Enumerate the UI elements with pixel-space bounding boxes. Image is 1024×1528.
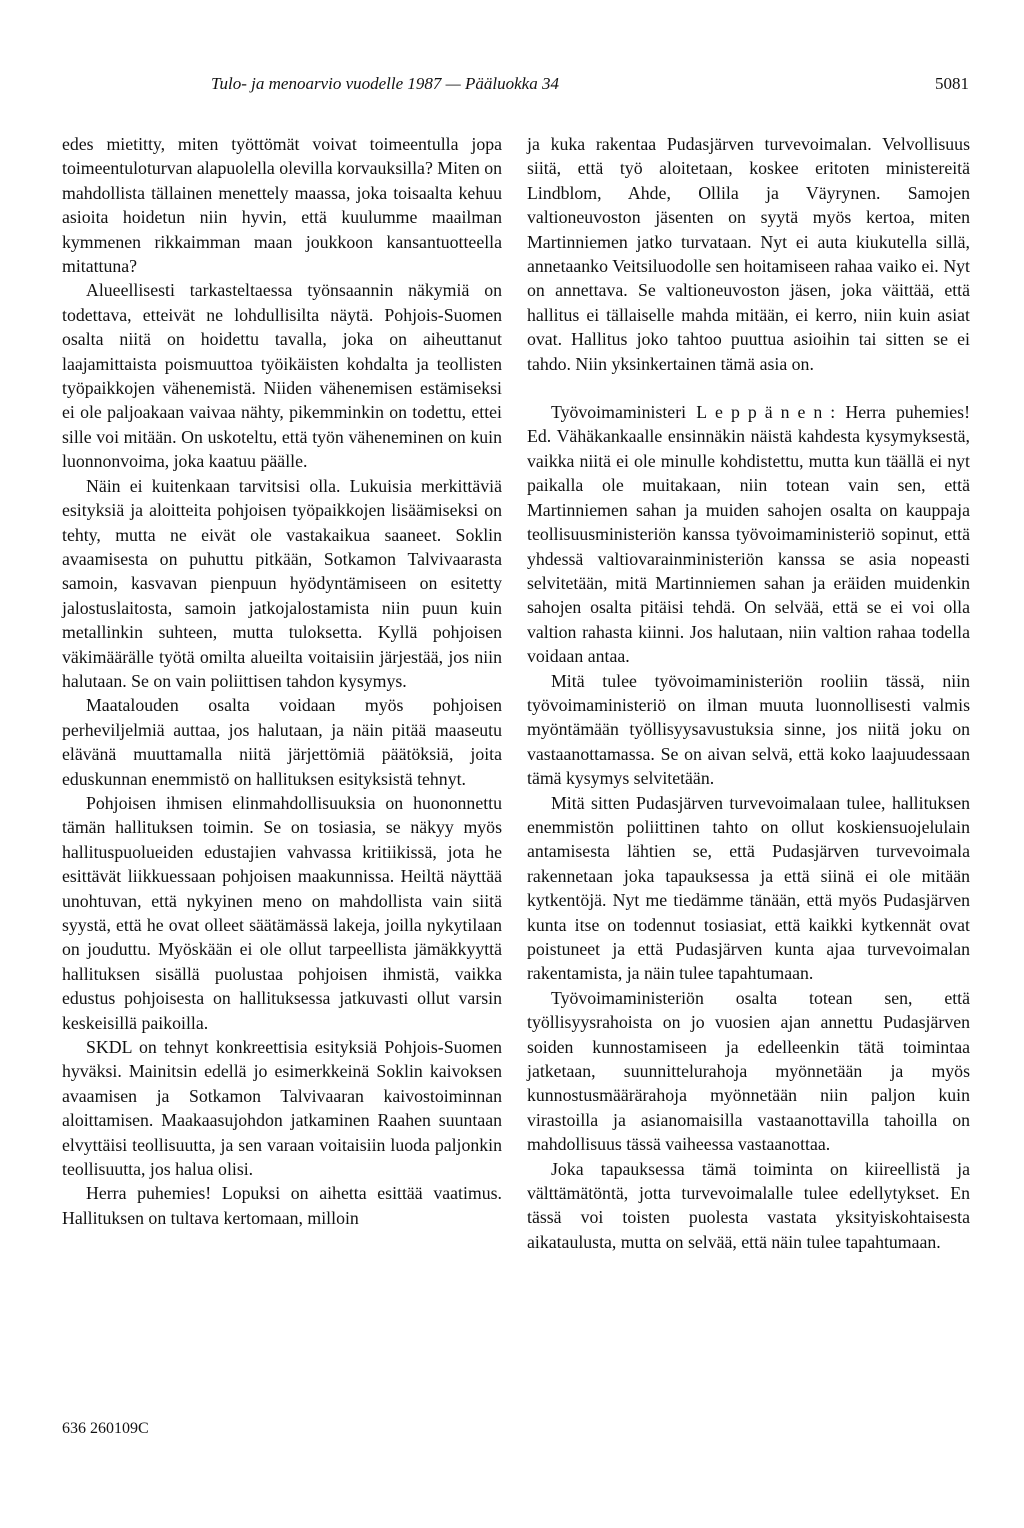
left-paragraph-1: edes mietitty, miten työttömät voivat toimeentulla jopa toimeentuloturvan alapuolella olevilla korvauksilla? Miten on mahdollista tällainen menettely maassa, joka toisaalta kehuu asioita hoidetun niin hyvin, että kuulumme maailman kymmenen rikkaimman maan joukkoon kansantuotteella mitattuna? [62, 134, 502, 277]
left-paragraph-5: Pohjoisen ihmisen elinmahdollisuuksia on huononnettu tämän hallituksen toimin. Se on tosiasia, se näkyy myös hallituspuolueiden edustajien vahvassa kritiikissä, jota he esittävät liikkuessaan pohjoisen maakunnissa. Heiltä näyttää unohtuvan, että nykyinen meno on mahdollista vain siitä syystä, että he ovat olleet säätämässä lakeja, joilla nykytilaan on jouduttu. Myöskään ei ole ollut tarpeellista jämäkkyyttä hallituksen sisällä puolustaa pohjoisen ihmistä, vaikka edustus pohjoisesta on hallituksessa jatkuvasti ollut varsin keskeisillä paikoilla. [62, 792, 502, 1033]
speech-opening: Työvoimaministeri Leppänen: Herra puhemies! Ed. Vähäkankaalle ensinnäkin näistä kahdesta kysymyksestä, vaikka niitä ei ole minulle kohdistettu, mutta kun täällä ei nyt paikalla ole muitakaan, niin totean vain sen, että Martinniemen sahan ja muiden sahojen osalta on kauppaja teollisuusministeriön kanssa työvoimaministeriö sopinut, että yhdessä valtiovarainministeriön kanssa se asia nopeasti selvitetään, mitä Martinniemen sahan ja eräiden muidenkin sahojen osalta pitäisi tehdä. On selvää, että se ei voi olla valtion rahasta kiinni. Jos halutaan, niin valtion rahaa todella voidaan antaa. [527, 402, 971, 667]
left-column [62, 132, 502, 1230]
page-number: 5081 [935, 74, 969, 93]
right-paragraph-3: Mitä tulee työvoimaministeriön rooliin tässä, niin työvoimaministeriö on ilman muuta luonnollisesti valmis myöntämään työllisyysavustuksia sinne, jos niitä joku on vastaanottamassa. Se on aivan selvä, että koko laajuudessaan tämä kysymys selvitetään. [527, 670, 970, 789]
right-paragraph-1: ja kuka rakentaa Pudasjärven turvevoimalan. Velvollisuus siitä, että työ aloitetaan, koskee eritoten ministereitä Lindblom, Ahde, Ollila ja Väyrynen. Samojen valtioneuvoston jäsenten on syytä myös kertoa, miten Martinniemen jatko turvataan. Nyt ei auta kiukutella sillä, annetaanko Veitsiluodolle sen hoitamiseen rahaa vaiko ei. Nyt on annettava. Se valtioneuvoston jäsen, joka väittää, että hallitus ei tällaiselle mahda mitään, ei kerro, niin kuin asiat ovat. Hallitus joko tahtoo puuttua asioihin tai sitten se ei tahdo. Niin yksinkertainen tämä asia on. [527, 134, 970, 374]
right-paragraph-6: Joka tapauksessa tämä toiminta on kiireellistä ja välttämätöntä, jotta turvevoimalalle tulee edellytykset. En tässä voi toisten puolesta vastata yksityiskohtaisesta aikataulusta, mutta on selvää, että näin tulee tapahtumaan. [527, 1158, 970, 1252]
left-paragraph-7: Herra puhemies! Lopuksi on aihetta esittää vaatimus. Hallituksen on tultava kertomaan, milloin [62, 1183, 502, 1228]
left-paragraph-3: Näin ei kuitenkaan tarvitsisi olla. Lukuisia merkittäviä esityksiä ja aloitteita pohjoisen työpaikkojen lisäämiseksi on tehty, mutta ne eivät ole vastakaikua saaneet. Soklin avaamisesta on puhuttu pitkään, Sotkamon Talvivaarasta samoin, kasvavan pienpuun hyödyntämiseen on esitetty jalostuslaitosta, samoin jatkojalostamista niin puun kuin metallinkin suhteen, mutta tuloksetta. Kyllä pohjoisen väkimäärälle työtä omilta alueilta voitaisiin järjestää, jos niin halutaan. Se on vain poliittisen tahdon kysymys. [62, 475, 502, 691]
running-header-title: Tulo- ja menoarvio vuodelle 1987 — Pääluokka 34 [211, 74, 559, 93]
left-paragraph-6: SKDL on tehnyt konkreettisia esityksiä Pohjois-Suomen hyväksi. Mainitsin edellä jo esimerkkeinä Soklin kaivoksen avaamisen ja Sotkamon Talvivaaran kaivostoiminnan aloittamisen. Maakaasujohdon jatkaminen Raahen suuntaan elvyttäisi teollisuutta, ja sen varaan voitaisiin luoda paljonkin teollisuutta, jos halua olisi. [62, 1037, 502, 1180]
right-column [527, 132, 970, 1254]
right-paragraph-4: Mitä sitten Pudasjärven turvevoimalaan tulee, hallituksen enemmistön poliittinen tahto on ollut koskiensuojelulain antamisesta lähtien se, että Pudasjärven turvevoimala rakennetaan joka tapauksessa ja että siinä ei ole mitään kytkentöjä. Nyt me tiedämme tänään, että myös Pudasjärven kunta itse on todennut tosiasiat, että kaikki kytkennät ovat poistuneet ja että Pudasjärven kunta ajaa turvevoimalan rakentamista, ja näin tulee tapahtumaan. [527, 792, 970, 984]
speaker-name: Leppänen [696, 402, 831, 423]
speech-text: Herra puhemies! Ed. Vähäkankaalle ensinnäkin näistä kahdesta kysymyksestä, vaikka niitä ei ole minulle kohdistettu, mutta kun täällä ei nyt paikalla ole muitakaan, niin totean vain sen, että Martinniemen sahan ja muiden sahojen osalta on kauppaja teollisuusministeriön kanssa työvoimaministeriö sopinut, että yhdessä valtiovarainministeriön kanssa se asia nopeasti selvitetään, mitä Martinniemen sahan ja eräiden muidenkin sahojen osalta pitäisi tehdä. On selvää, että se ei voi olla valtion rahasta kiinni. Jos halutaan, niin valtion rahaa todella voidaan antaa. [527, 402, 971, 667]
left-paragraph-4: Maatalouden osalta voidaan myös pohjoisen perheviljelmiä auttaa, jos halutaan, ja näin pitää maaseutu elävänä muuttamalla niitä järjettömiä päätöksiä, joita eduskunnan enemmistö on hallituksen esityksistä tehnyt. [62, 695, 502, 789]
speaker-role: Työvoimaministeri [551, 402, 687, 423]
left-paragraph-2: Alueellisesti tarkasteltaessa työnsaannin näkymiä on todettava, etteivät ne lohdullisilta näytä. Pohjois-Suomen osalta niitä on hoidettu tavalla, joka on aiheuttanut laajamittaista poismuuttoa työikäisten kohdalta ja teollisten työpaikkojen vähenemistä. Niiden vähenemisen estämiseksi ei ole paljoakaan vaivaa nähty, pikemminkin on todettu, ettei sille voi mitään. On uskoteltu, että työn väheneminen on kuin luonnonvoima, joka kaatuu päälle. [62, 280, 502, 472]
right-paragraph-5: Työvoimaministeriön osalta totean sen, että työllisyysrahoista on jo vuosien ajan annettu Pudasjärven soiden kunnostamiseen ja edelleenkin tätä toimintaa jatketaan, suunnittelurahoja myönnetään ja myös kunnostusmäärärahoja myönnetään niin paljon kuin virastoilla ja asianomaisilla vastaanottavilla tahoilla on mahdollisuus tässä vaiheessa vastaanottaa. [527, 987, 970, 1155]
print-code: 636 260109C [62, 1420, 149, 1437]
